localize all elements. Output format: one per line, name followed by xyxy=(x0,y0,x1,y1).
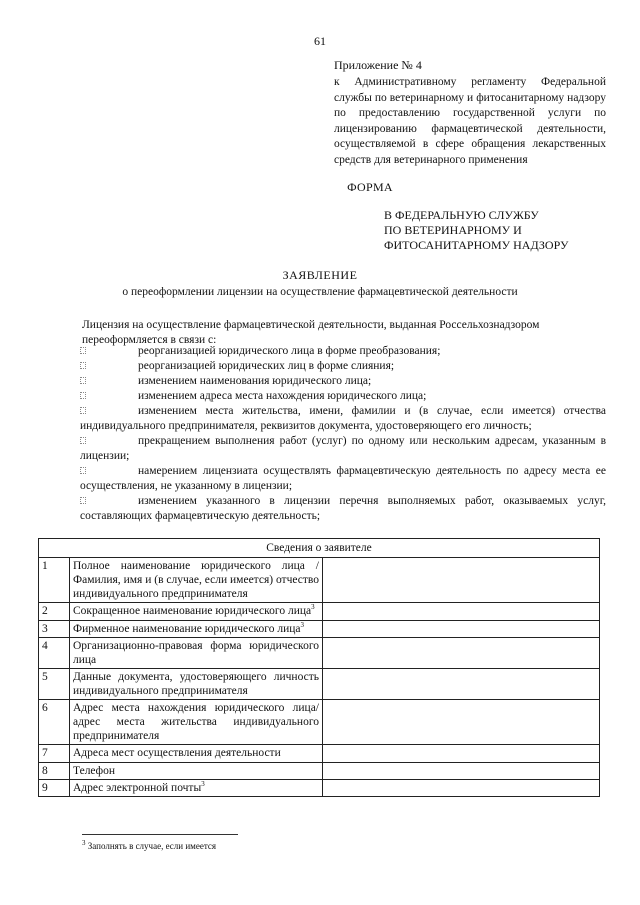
page-number: 61 xyxy=(314,34,326,48)
row-label-text: Фирменное наименование юридического лица xyxy=(73,622,301,635)
reason-checkbox[interactable] xyxy=(80,497,86,504)
reason-item xyxy=(80,359,606,374)
row-label-text: Данные документа, удостоверяющего личность индивидуального предпринимателя xyxy=(73,671,319,698)
row-number: 3 xyxy=(39,620,70,637)
row-label xyxy=(70,745,323,762)
appendix-title: Приложение № 4 xyxy=(334,58,422,72)
row-label-text: Телефон xyxy=(73,764,116,777)
row-label-text: Адрес места нахождения юридического лица/адрес места жительства индивидуального предпринимателя xyxy=(73,702,319,743)
reason-text: изменением указанного в лицензии перечня выполняемых работ, оказываемых услуг, составляющих фармацевтическую деятельность; xyxy=(80,495,606,522)
row-label-text: Сокращенное наименование юридического лица xyxy=(73,605,312,618)
footnote-text: Заполнять в случае, если имеется xyxy=(87,841,217,851)
table-header: Сведения о заявителе xyxy=(39,539,600,558)
reason-text: прекращением выполнения работ (услуг) по одному или нескольким адресам, указанным в лицензии; xyxy=(80,435,606,462)
row-label xyxy=(70,603,323,620)
addressee-block xyxy=(384,208,614,253)
reason-text: изменением адреса места нахождения юридического лица; xyxy=(138,390,427,402)
table-row xyxy=(39,558,600,603)
row-value-field[interactable] xyxy=(323,745,600,762)
reason-item xyxy=(80,404,606,434)
row-label xyxy=(70,762,323,779)
reason-item xyxy=(80,344,606,359)
reason-item xyxy=(80,494,606,524)
addressee-line: ПО ВЕТЕРИНАРНОМУ И xyxy=(384,223,522,237)
appendix-block xyxy=(334,58,606,168)
row-label xyxy=(70,669,323,700)
reason-text: намерением лицензиата осуществлять фармацевтическую деятельность по адресу места ее осуществления, не указанному в лицензии; xyxy=(80,465,606,492)
row-number: 4 xyxy=(39,638,70,669)
reason-item xyxy=(80,434,606,464)
footnote-ref: 3 xyxy=(300,620,304,629)
row-number: 9 xyxy=(39,779,70,796)
row-value-field[interactable] xyxy=(323,779,600,796)
document-subtitle: о переоформлении лицензии на осуществление фармацевтической деятельности xyxy=(122,286,518,298)
row-number: 1 xyxy=(39,558,70,603)
row-number: 2 xyxy=(39,603,70,620)
table-row xyxy=(39,620,600,637)
table-row xyxy=(39,779,600,796)
reason-text: изменением наименования юридического лица; xyxy=(138,375,372,387)
row-value-field[interactable] xyxy=(323,762,600,779)
row-number: 5 xyxy=(39,669,70,700)
reason-checkbox[interactable] xyxy=(80,362,86,369)
row-label xyxy=(70,779,323,796)
reasons-list xyxy=(80,344,606,524)
form-label: ФОРМА xyxy=(347,180,393,194)
table-row xyxy=(39,603,600,620)
intro-text: Лицензия на осуществление фармацевтической деятельности, выданная Россельхознадзором переоформляется в связи с: xyxy=(82,319,540,346)
reason-checkbox[interactable] xyxy=(80,407,86,414)
reason-item xyxy=(80,389,606,404)
reason-item xyxy=(80,374,606,389)
row-label xyxy=(70,620,323,637)
row-label xyxy=(70,558,323,603)
reason-checkbox[interactable] xyxy=(80,377,86,384)
row-label-text: Адрес электронной почты xyxy=(73,781,202,794)
row-label xyxy=(70,638,323,669)
table-row xyxy=(39,745,600,762)
row-value-field[interactable] xyxy=(323,700,600,745)
appendix-body: к Административному регламенту Федеральной службы по ветеринарному и фитосанитарному надзору по предоставлению государственной услуги по лицензированию фармацевтической деятельности, осуществляемой в сфере обращения лекарственных средств для ветеринарного применения xyxy=(334,76,606,166)
table-row xyxy=(39,700,600,745)
reason-checkbox[interactable] xyxy=(80,347,86,354)
table-row xyxy=(39,638,600,669)
applicant-info-table xyxy=(38,538,600,797)
row-label-text: Полное наименование юридического лица / Фамилия, имя и (в случае, если имеется) отчество индивидуального предпринимателя xyxy=(73,560,319,601)
table-row xyxy=(39,762,600,779)
footnote-mark: 3 xyxy=(82,839,86,847)
row-value-field[interactable] xyxy=(323,669,600,700)
row-value-field[interactable] xyxy=(323,603,600,620)
reason-checkbox[interactable] xyxy=(80,392,86,399)
table-row xyxy=(39,669,600,700)
reason-text: реорганизацией юридических лиц в форме слияния; xyxy=(138,360,395,372)
row-value-field[interactable] xyxy=(323,620,600,637)
row-label-text: Организационно-правовая форма юридического лица xyxy=(73,640,319,667)
row-number: 6 xyxy=(39,700,70,745)
footnote-ref: 3 xyxy=(311,603,315,612)
addressee-line: ФИТОСАНИТАРНОМУ НАДЗОРУ xyxy=(384,238,569,252)
reason-item xyxy=(80,464,606,494)
addressee-line: В ФЕДЕРАЛЬНУЮ СЛУЖБУ xyxy=(384,208,539,222)
row-number: 7 xyxy=(39,745,70,762)
reason-text: изменением места жительства, имени, фамилии и (в случае, если имеется) отчества индивидуального предпринимателя, реквизитов документа, удостоверяющего его личность; xyxy=(80,405,606,432)
row-value-field[interactable] xyxy=(323,558,600,603)
row-value-field[interactable] xyxy=(323,638,600,669)
row-label-text: Адреса мест осуществления деятельности xyxy=(73,747,281,760)
reason-checkbox[interactable] xyxy=(80,437,86,444)
reason-text: реорганизацией юридического лица в форме преобразования; xyxy=(138,345,441,357)
footnote xyxy=(82,841,216,852)
footnote-divider xyxy=(82,834,238,835)
row-label xyxy=(70,700,323,745)
document-title: ЗАЯВЛЕНИЕ xyxy=(282,268,358,282)
row-number: 8 xyxy=(39,762,70,779)
reason-checkbox[interactable] xyxy=(80,467,86,474)
footnote-ref: 3 xyxy=(201,780,205,789)
